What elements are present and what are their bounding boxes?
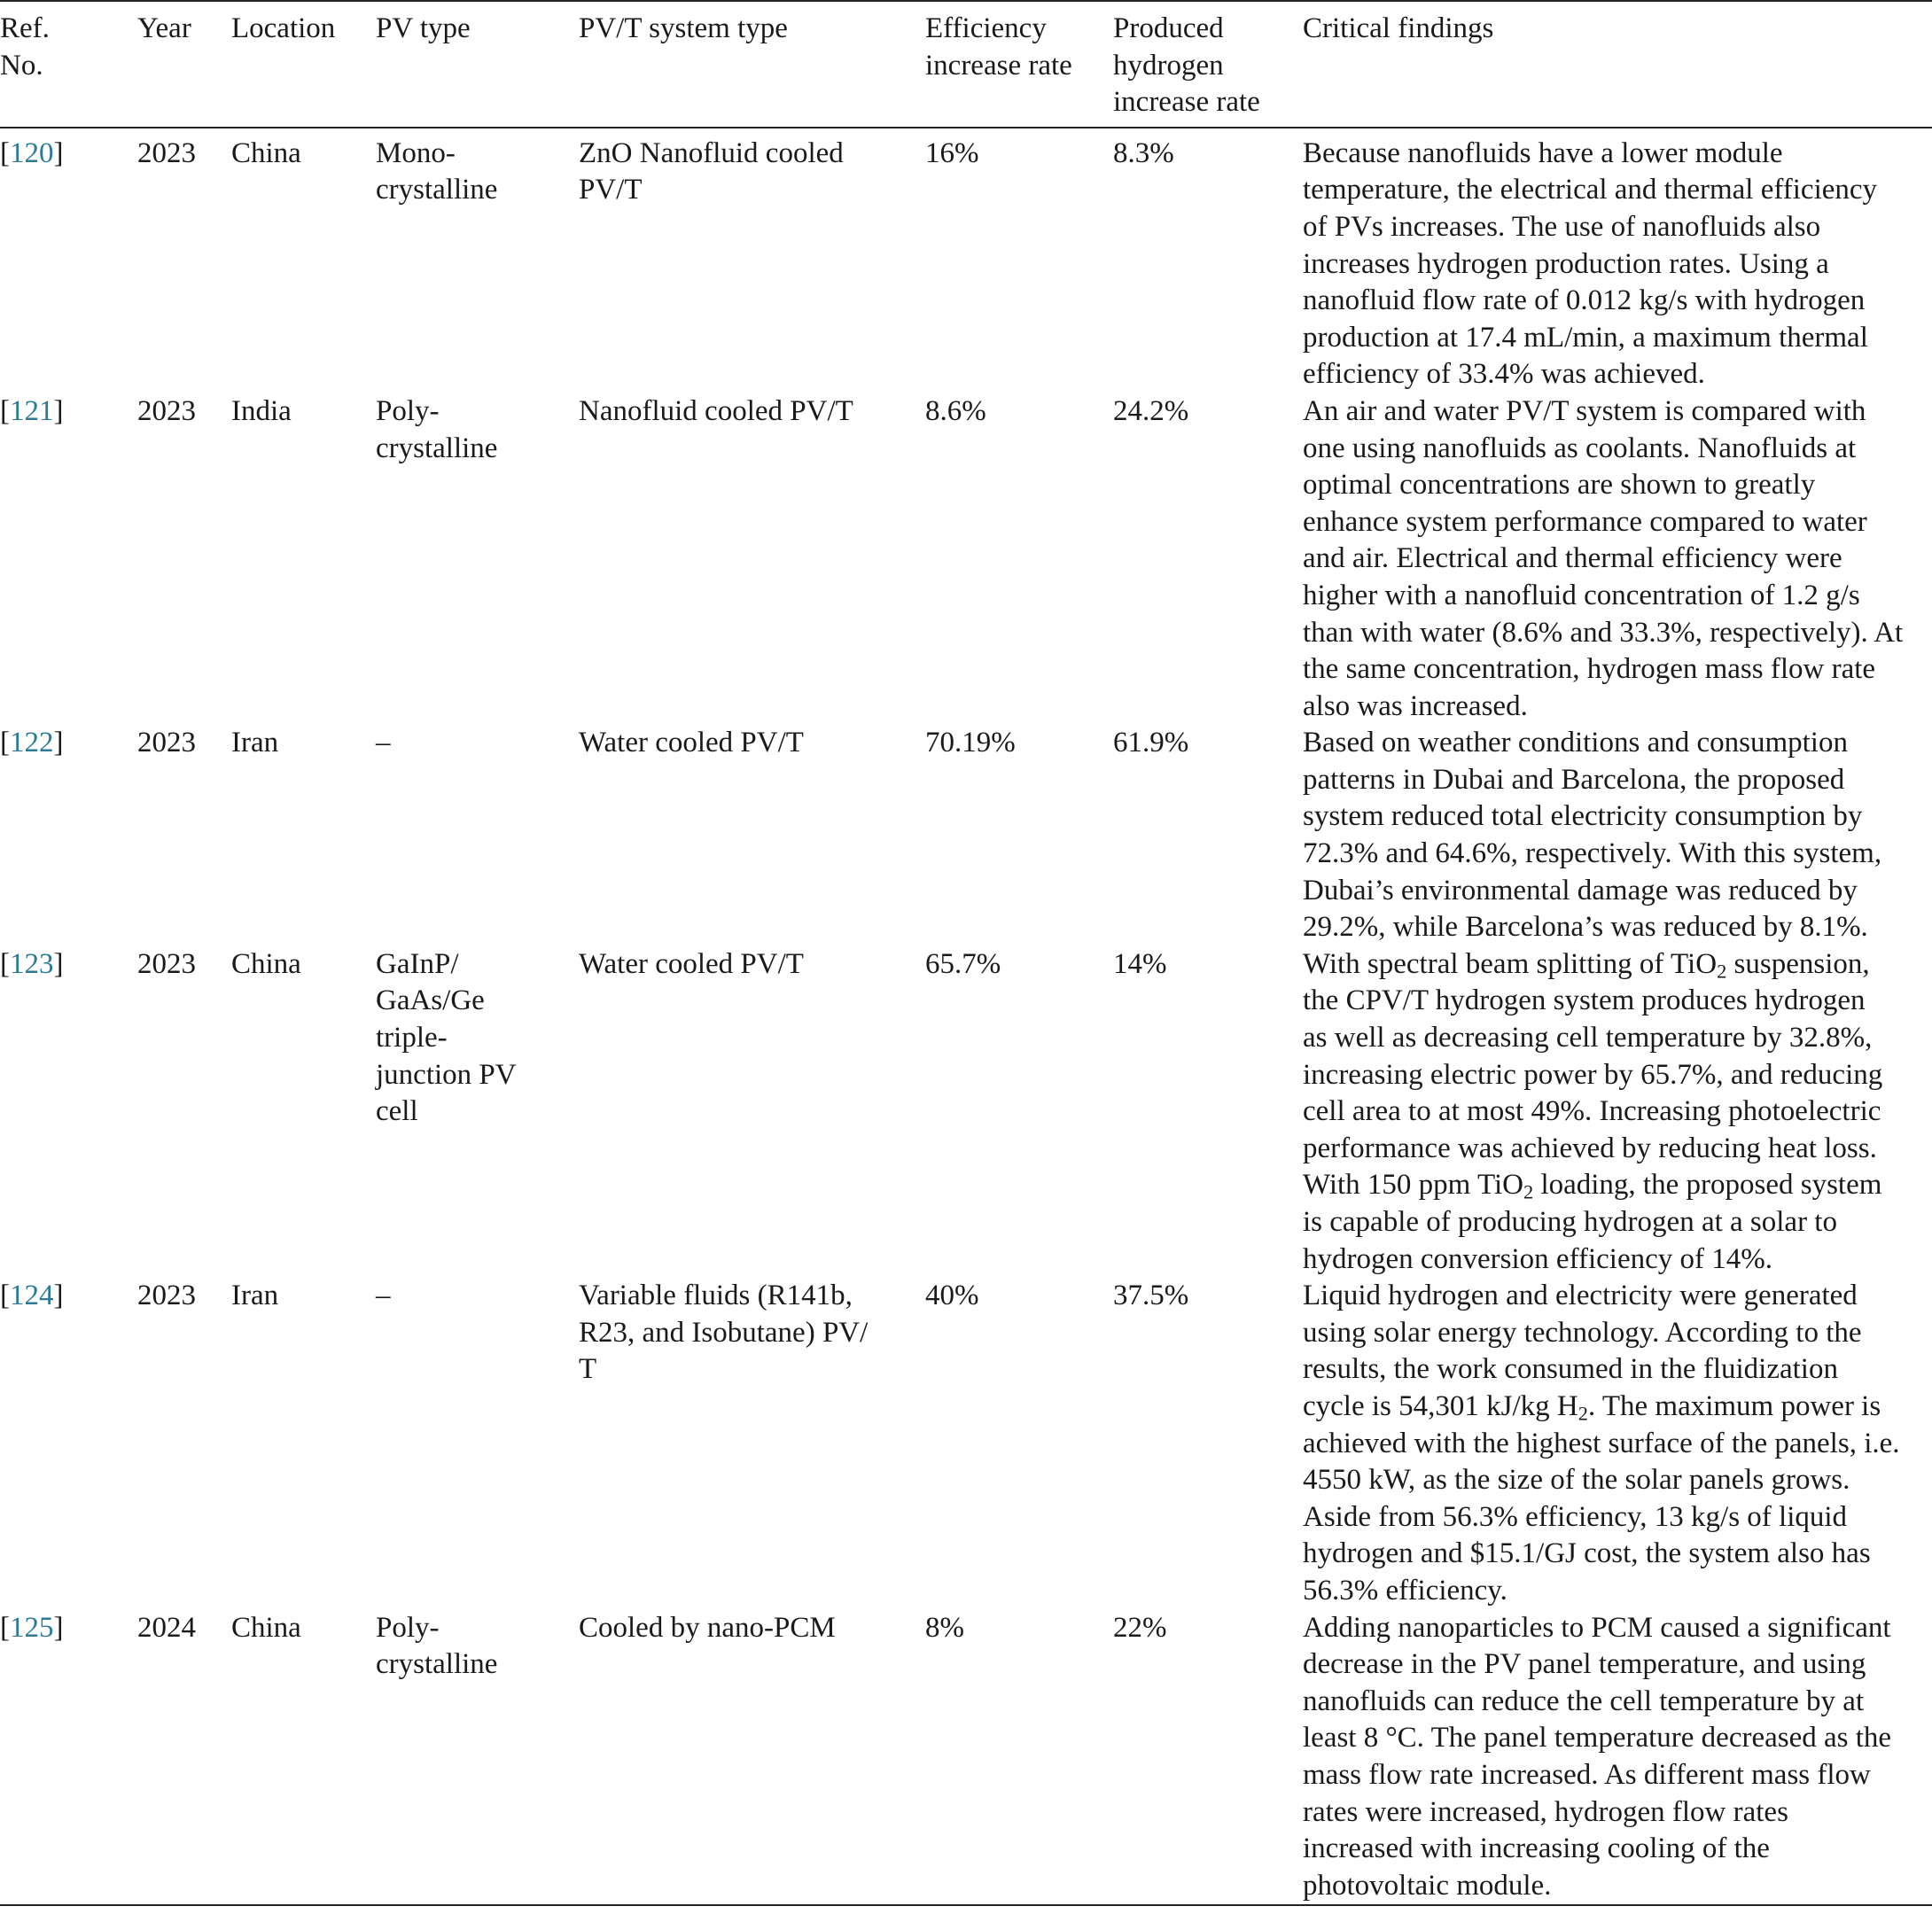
cell-year <box>137 393 231 725</box>
cell-system-type-line: Water cooled PV/T <box>579 727 804 759</box>
cell-hydrogen <box>1113 1610 1303 1906</box>
reference-link[interactable]: 120 <box>10 136 54 169</box>
header-efficiency <box>925 1 1113 128</box>
header-location: Location <box>231 12 336 44</box>
cell-findings-line: also was increased. <box>1303 689 1528 722</box>
cell-hydrogen <box>1113 128 1303 393</box>
cell-findings-line: higher with a nanofluid concentration of 1.2 g/s <box>1303 579 1860 611</box>
cell-efficiency <box>925 1278 1113 1609</box>
header-year: Year <box>137 12 191 44</box>
cell-findings-line: least 8 °C. The panel temperature decreased as the <box>1303 1722 1892 1754</box>
cell-findings-line: and air. Electrical and thermal efficiency were <box>1303 542 1842 575</box>
cell-location-text: Iran <box>231 1280 279 1312</box>
cell-pv-type <box>376 946 579 1278</box>
cell-findings-line: achieved with the highest surface of the panels, i.e. <box>1303 1427 1900 1459</box>
cell-location-text: China <box>231 1611 301 1644</box>
cell-findings-line: nanofluid flow rate of 0.012 kg/s with hydrogen <box>1303 284 1866 317</box>
cell-findings-line: Dubai’s environmental damage was reduced by <box>1303 874 1858 906</box>
cell-pv-type-line: GaAs/Ge <box>376 984 485 1017</box>
cell-system-type-line: T <box>579 1353 597 1386</box>
cell-findings <box>1303 725 1932 946</box>
cell-system-type <box>579 1278 925 1609</box>
header-pv-type: PV type <box>376 12 471 44</box>
cell-system-type <box>579 725 925 946</box>
cell-findings-line: using solar energy technology. According to the <box>1303 1316 1862 1349</box>
cell-system-type-line: ZnO Nanofluid cooled <box>579 136 844 169</box>
subscript: 2 <box>1578 1402 1588 1425</box>
cell-findings-line: as well as decreasing cell temperature by 32.8%, <box>1303 1022 1873 1054</box>
cell-findings-line: decrease in the PV panel temperature, and using <box>1303 1648 1866 1681</box>
reference-link[interactable]: 125 <box>10 1611 54 1644</box>
cell-efficiency-text: 8% <box>925 1611 964 1644</box>
table-row <box>0 128 1932 393</box>
cell-year <box>137 1278 231 1609</box>
reference-link[interactable]: 124 <box>10 1280 54 1312</box>
cell-pv-type-line: cell <box>376 1095 418 1128</box>
cell-findings-line: than with water (8.6% and 33.3%, respectively). At <box>1303 616 1904 649</box>
cell-findings-line: increased with increasing cooling of the <box>1303 1832 1770 1865</box>
cell-findings-line: 29.2%, while Barcelona’s was reduced by 8.1%. <box>1303 911 1868 944</box>
cell-findings-line: increasing electric power by 65.7%, and reducing <box>1303 1058 1883 1091</box>
cell-findings-line: Aside from 56.3% efficiency, 13 kg/s of liquid <box>1303 1500 1848 1533</box>
cell-hydrogen <box>1113 725 1303 946</box>
cell-findings-line: enhance system performance compared to water <box>1303 505 1867 538</box>
cell-hydrogen <box>1113 1278 1303 1609</box>
cell-findings <box>1303 1610 1932 1906</box>
table-row <box>0 1610 1932 1906</box>
cell-ref: [121] <box>0 394 64 427</box>
table-row <box>0 725 1932 946</box>
cell-pv-type-line: Poly- <box>376 1611 440 1644</box>
cell-findings-line: one using nanofluids as coolants. Nanofluids at <box>1303 432 1857 464</box>
cell-system-type <box>579 946 925 1278</box>
cell-hydrogen-text: 8.3% <box>1113 136 1174 169</box>
cell-year-text: 2023 <box>137 394 196 427</box>
cell-efficiency <box>925 128 1113 393</box>
cell-location-text: China <box>231 947 301 980</box>
header-efficiency-line: Efficiency <box>925 12 1047 44</box>
cell-system-type-line: Nanofluid cooled PV/T <box>579 394 853 427</box>
cell-ref: [122] <box>0 727 64 759</box>
cell-hydrogen-text: 61.9% <box>1113 727 1189 759</box>
cell-year-text: 2023 <box>137 727 196 759</box>
cell-pv-type <box>376 128 579 393</box>
cell-efficiency <box>925 725 1113 946</box>
cell-findings-line: Because nanofluids have a lower module <box>1303 136 1783 169</box>
cell-findings-line: optimal concentrations are shown to greatly <box>1303 469 1816 502</box>
cell-findings-line: 56.3% efficiency. <box>1303 1574 1507 1607</box>
cell-hydrogen-text: 22% <box>1113 1611 1167 1644</box>
cell-location-text: Iran <box>231 727 279 759</box>
cell-efficiency-text: 40% <box>925 1280 979 1312</box>
cell-system-type <box>579 128 925 393</box>
cell-pv-type-line: triple- <box>376 1022 448 1054</box>
cell-ref: [120] <box>0 136 64 169</box>
cell-location <box>231 725 376 946</box>
cell-hydrogen-text: 14% <box>1113 947 1167 980</box>
cell-findings-line: the same concentration, hydrogen mass flow rate <box>1303 653 1876 686</box>
cell-findings-line: patterns in Dubai and Barcelona, the proposed <box>1303 763 1845 796</box>
cell-findings-line: increases hydrogen production rates. Using a <box>1303 247 1829 280</box>
cell-hydrogen-text: 24.2% <box>1113 394 1189 427</box>
cell-system-type <box>579 393 925 725</box>
cell-hydrogen <box>1113 946 1303 1278</box>
cell-findings-line: is capable of producing hydrogen at a solar to <box>1303 1206 1837 1238</box>
cell-pv-type-line: crystalline <box>376 432 498 464</box>
cell-findings-line: An air and water PV/T system is compared with <box>1303 394 1866 427</box>
cell-year-text: 2024 <box>137 1611 196 1644</box>
table-body <box>0 128 1932 1906</box>
cell-hydrogen-text: 37.5% <box>1113 1280 1189 1312</box>
cell-findings-line: cycle is 54,301 kJ/kg $H_2$. The maximum power is <box>1303 1389 1881 1425</box>
cell-findings-line: photovoltaic module. <box>1303 1869 1552 1902</box>
cell-efficiency <box>925 393 1113 725</box>
cell-year-text: 2023 <box>137 1280 196 1312</box>
cell-system-type-line: Water cooled PV/T <box>579 947 804 980</box>
reference-link[interactable]: 121 <box>10 394 54 427</box>
header-ref <box>0 1 137 128</box>
cell-findings-line: system reduced total electricity consumption by <box>1303 800 1863 833</box>
cell-findings <box>1303 946 1932 1278</box>
cell-location <box>231 1610 376 1906</box>
cell-findings <box>1303 393 1932 725</box>
cell-findings-line: 4550 kW, as the size of the solar panels grows. <box>1303 1464 1850 1497</box>
header-hydrogen-line: hydrogen <box>1113 49 1224 82</box>
subscript: 2 <box>1717 960 1727 983</box>
cell-findings-line: efficiency of 33.4% was achieved. <box>1303 358 1705 391</box>
cell-efficiency-text: 70.19% <box>925 727 1016 759</box>
cell-pv-type <box>376 725 579 946</box>
cell-findings-line: rates were increased, hydrogen flow rates <box>1303 1795 1788 1828</box>
cell-location <box>231 393 376 725</box>
cell-pv-type-line: Mono- <box>376 136 456 169</box>
cell-location-text: China <box>231 136 301 169</box>
cell-findings-line: performance was achieved by reducing heat loss. <box>1303 1132 1877 1164</box>
cell-pv-type-line: – <box>376 1280 391 1312</box>
cell-location-text: India <box>231 394 292 427</box>
cell-findings-line: mass flow rate increased. As different mass flow <box>1303 1758 1871 1791</box>
cell-system-type-line: PV/T <box>579 174 643 206</box>
cell-system-type-line: Cooled by nano-PCM <box>579 1611 836 1644</box>
cell-hydrogen <box>1113 393 1303 725</box>
cell-findings-line: results, the work consumed in the fluidization <box>1303 1353 1838 1386</box>
cell-year-text: 2023 <box>137 136 196 169</box>
cell-pv-type-line: Poly- <box>376 394 440 427</box>
header-ref-line: Ref. <box>0 12 50 44</box>
cell-findings-line: temperature, the electrical and thermal efficiency <box>1303 174 1878 206</box>
cell-efficiency-text: 65.7% <box>925 947 1001 980</box>
cell-efficiency <box>925 1610 1113 1906</box>
cell-pv-type-line: crystalline <box>376 174 498 206</box>
cell-findings-line: Based on weather conditions and consumption <box>1303 727 1848 759</box>
cell-pv-type <box>376 1610 579 1906</box>
cell-findings-line: hydrogen and $15.1/GJ cost, the system also has <box>1303 1537 1871 1570</box>
table-row <box>0 393 1932 725</box>
cell-pv-type-line: junction PV <box>376 1058 517 1091</box>
cell-location <box>231 946 376 1278</box>
cell-efficiency-text: 8.6% <box>925 394 986 427</box>
cell-findings-line: Adding nanoparticles to PCM caused a significant <box>1303 1611 1891 1644</box>
cell-efficiency <box>925 946 1113 1278</box>
cell-pv-type-line: crystalline <box>376 1648 498 1681</box>
cell-year <box>137 946 231 1278</box>
header-hydrogen-line: Produced <box>1113 12 1224 44</box>
header-hydrogen-line: increase rate <box>1113 86 1260 119</box>
cell-pv-type <box>376 393 579 725</box>
header-findings: Critical findings <box>1303 12 1494 44</box>
header-row <box>0 1 1932 128</box>
cell-findings-line: With spectral beam splitting of TiO$_2$ suspension, <box>1303 947 1870 983</box>
cell-findings-line: nanofluids can reduce the cell temperature by at <box>1303 1684 1865 1717</box>
cell-year <box>137 725 231 946</box>
cell-pv-type <box>376 1278 579 1609</box>
header-ref-line: No. <box>0 49 43 82</box>
cell-pv-type-line: GaInP/ <box>376 947 459 980</box>
cell-ref: [124] <box>0 1280 64 1312</box>
table-row <box>0 1278 1932 1609</box>
cell-location <box>231 128 376 393</box>
cell-efficiency-text: 16% <box>925 136 979 169</box>
cell-pv-type-line: – <box>376 727 391 759</box>
header-hydrogen <box>1113 1 1303 128</box>
cell-findings-line: 72.3% and 64.6%, respectively. With this system, <box>1303 837 1882 870</box>
subscript: 2 <box>1523 1181 1534 1204</box>
cell-system-type-line: R23, and Isobutane) PV/ <box>579 1316 869 1349</box>
header-efficiency-line: increase rate <box>925 49 1072 82</box>
cell-findings <box>1303 1278 1932 1609</box>
cell-findings-line: Liquid hydrogen and electricity were generated <box>1303 1280 1858 1312</box>
cell-year <box>137 1610 231 1906</box>
reference-link[interactable]: 123 <box>10 947 54 980</box>
cell-findings-line: production at 17.4 mL/min, a maximum thermal <box>1303 321 1868 354</box>
table-row <box>0 946 1932 1278</box>
reference-link[interactable]: 122 <box>10 727 54 759</box>
cell-findings-line: With 150 ppm TiO$_2$ loading, the proposed system <box>1303 1169 1882 1204</box>
cell-findings-line: the CPV/T hydrogen system produces hydrogen <box>1303 984 1866 1017</box>
cell-findings-line: hydrogen conversion efficiency of 14%. <box>1303 1242 1772 1275</box>
cell-year <box>137 128 231 393</box>
cell-findings <box>1303 128 1932 393</box>
cell-findings-line: cell area to at most 49%. Increasing photoelectric <box>1303 1095 1881 1128</box>
cell-findings-line: of PVs increases. The use of nanofluids also <box>1303 210 1821 243</box>
cell-year-text: 2023 <box>137 947 196 980</box>
cell-system-type <box>579 1610 925 1906</box>
cell-system-type-line: Variable fluids (R141b, <box>579 1280 853 1312</box>
cell-ref: [123] <box>0 947 64 980</box>
table-header <box>0 1 1932 128</box>
cell-ref: [125] <box>0 1611 64 1644</box>
cell-location <box>231 1278 376 1609</box>
header-system-type: PV/T system type <box>579 12 788 44</box>
